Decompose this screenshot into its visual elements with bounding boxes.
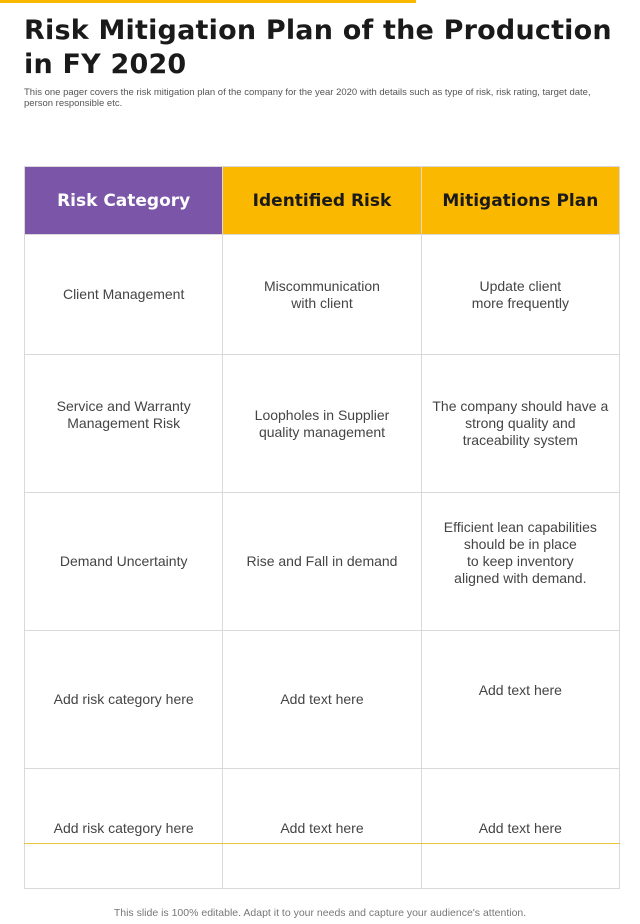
top-accent-bar bbox=[0, 0, 416, 3]
table-cell: Loopholes in Supplier quality management bbox=[223, 355, 421, 493]
table-row bbox=[25, 769, 620, 889]
table-row bbox=[25, 631, 620, 769]
table-cell: Add text here bbox=[223, 631, 421, 769]
table-cell: Add text here bbox=[223, 769, 421, 889]
table-cell: Service and Warranty Management Risk bbox=[25, 355, 223, 493]
table-row bbox=[25, 235, 620, 355]
table-cell: Add text here bbox=[421, 631, 619, 769]
column-header-identified-risk: Identified Risk bbox=[223, 167, 421, 235]
footer-note: This slide is 100% editable. Adapt it to your needs and capture your audience's attention. bbox=[113, 907, 527, 919]
table-cell: Add text here bbox=[421, 769, 619, 889]
table-cell: Miscommunication with client bbox=[223, 235, 421, 355]
table-cell: Update client more frequently bbox=[421, 235, 619, 355]
table-row bbox=[25, 355, 620, 493]
table-cell: Add risk category here bbox=[25, 769, 223, 889]
column-header-risk-category: Risk Category bbox=[25, 167, 223, 235]
column-header-mitigations-plan: Mitigations Plan bbox=[421, 167, 619, 235]
table-cell: The company should have a strong quality and traceability system bbox=[421, 355, 619, 493]
risk-mitigation-table bbox=[24, 166, 620, 889]
table-header-row bbox=[25, 167, 620, 235]
table-cell: Efficient lean capabilities should be in place to keep inventory aligned with demand. bbox=[421, 493, 619, 631]
table-cell: Add risk category here bbox=[25, 631, 223, 769]
table-cell: Rise and Fall in demand bbox=[223, 493, 421, 631]
table-cell: Client Management bbox=[25, 235, 223, 355]
table-cell: Demand Uncertainty bbox=[25, 493, 223, 631]
page-subtitle: This one pager covers the risk mitigation plan of the company for the year 2020 with details such as type of risk, risk rating, target date, person responsible etc. bbox=[24, 87, 591, 109]
page-title: Risk Mitigation Plan of the Production in FY 2020 bbox=[24, 15, 612, 80]
bottom-divider bbox=[24, 843, 620, 844]
table-row bbox=[25, 493, 620, 631]
